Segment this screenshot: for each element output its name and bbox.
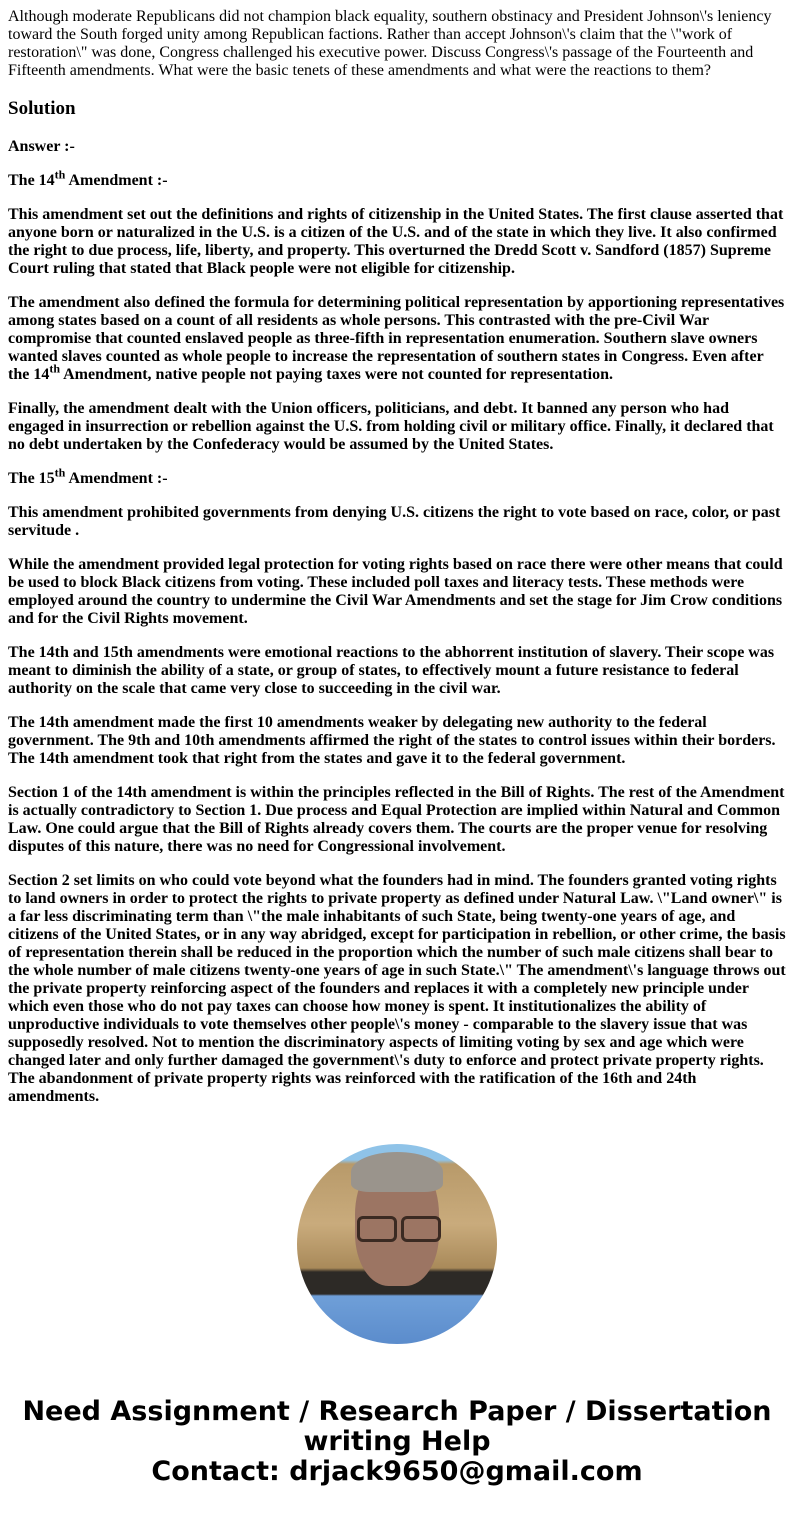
- superscript: th: [49, 361, 60, 376]
- glasses-left: [357, 1216, 397, 1242]
- paragraph: This amendment prohibited governments from denying U.S. citizens the right to vote based on race, color, or past servitude .: [8, 504, 781, 539]
- solution-heading: Solution: [8, 98, 76, 119]
- heading-text: The 15: [8, 470, 55, 487]
- paragraph: Section 1 of the 14th amendment is within the principles reflected in the Bill of Rights. The rest of the Amendment is actually contradictory to Section 1. Due process and Equal Protection are implied within Natural and Common Law. One could argue that the Bill of Rights already covers them. The courts are the proper venue for resolving disputes of this nature, there was no need for Congressional involvement.: [8, 784, 785, 855]
- heading-14th-amendment: [8, 167, 786, 190]
- answer-label: Answer :-: [8, 138, 75, 155]
- heading-text: The 14: [8, 172, 55, 189]
- paragraph: The 14th amendment made the first 10 amendments weaker by delegating new authority to the federal government. The 9th and 10th amendments affirmed the right of the states to control issues within their borders. The 14th amendment took that right from the states and gave it to the federal government.: [8, 714, 776, 767]
- paragraph: The 14th and 15th amendments were emotional reactions to the abhorrent institution of slavery. Their scope was meant to diminish the ability of a state, or group of states, to effectively mount a future resistance to federal authority on the scale that came very close to succeeding in the civil war.: [8, 644, 775, 697]
- author-photo: [297, 1144, 497, 1344]
- glasses-right: [401, 1216, 441, 1242]
- heading-text: Amendment :-: [65, 470, 168, 487]
- paragraph: Section 2 set limits on who could vote beyond what the founders had in mind. The founders granted voting rights to land owners in order to protect the rights to private property as defined under Natural Law. \"Land owner\" is a far less discriminating term than \"the male inhabitants of such State, being twenty-one years of age, and citizens of the United States, or in any way abridged, except for participation in rebellion, or other crime, the basis of representation therein shall be reduced in the proportion which the number of such male citizens shall bear to the whole number of male citizens twenty-one years of age in such State.\" The amendment\'s language throws out the private property reinforcing aspect of the founders and replaces it with a completely new principle under which even those who do not pay taxes can choose how money is spent. It institutionalizes the ability of unproductive individuals to vote themselves other people\'s money - comparable to the slavery issue that was supposedly resolved. Not to mention the discriminatory aspects of limiting voting by sex and age which were changed later and only further damaged the government\'s duty to enforce and protect private property rights. The abandonment of private property rights was reinforced with the ratification of the 16th and 24th amendments.: [8, 872, 786, 1105]
- hair-shape: [351, 1152, 443, 1192]
- paragraph-text: Amendment, native people not paying taxes were not counted for representation.: [60, 366, 614, 383]
- question-text: Although moderate Republicans did not champion black equality, southern obstinacy and President Johnson\'s leniency toward the South forged unity among Republican factions. Rather than accept Johnson\'s claim that the \"work of restoration\" was done, Congress challenged his executive power. Discuss Congress\'s passage of the Fourteenth and Fifteenth amendments. What were the basic tenets of these amendments and what were the reactions to them?: [8, 8, 772, 79]
- paragraph: Finally, the amendment dealt with the Union officers, politicians, and debt. It banned any person who had engaged in insurrection or rebellion against the U.S. from holding civil or military office. Finally, it declared that no debt undertaken by the Confederacy would be assumed by the United States.: [8, 400, 774, 453]
- contact-footer: [8, 1397, 786, 1487]
- superscript: th: [54, 167, 66, 182]
- author-photo-container: [8, 1144, 786, 1349]
- footer-contact: Contact: drjack9650@gmail.com: [151, 1456, 643, 1487]
- heading-text: Amendment :-: [65, 172, 168, 189]
- heading-15th-amendment: [8, 465, 786, 488]
- paragraph: [8, 294, 786, 384]
- paragraph: This amendment set out the definitions and rights of citizenship in the United States. The first clause asserted that anyone born or naturalized in the U.S. is a citizen of the U.S. and of the state in which they live. It also confirmed the right to due process, life, liberty, and property. This overturned the Dredd Scott v. Sandford (1857) Supreme Court ruling that stated that Black people were not eligible for citizenship.: [8, 206, 784, 277]
- superscript: th: [54, 465, 66, 480]
- paragraph-text: The amendment also defined the formula for determining political representation by apportioning representatives among states based on a count of all residents as whole persons. This contrasted with the pre-Civil War compromise that counted enslaved people as three-fifth in representation enumeration. Southern slave owners wanted slaves counted as whole people to increase the representation of southern states in Congress. Even after the 14: [8, 294, 785, 383]
- paragraph: While the amendment provided legal protection for voting rights based on race there were other means that could be used to block Black citizens from voting. These included poll taxes and literacy tests. These methods were employed around the country to undermine the Civil War Amendments and set the stage for Jim Crow conditions and for the Civil Rights movement.: [8, 556, 783, 627]
- footer-tagline: Need Assignment / Research Paper / Dissertation writing Help: [22, 1396, 772, 1457]
